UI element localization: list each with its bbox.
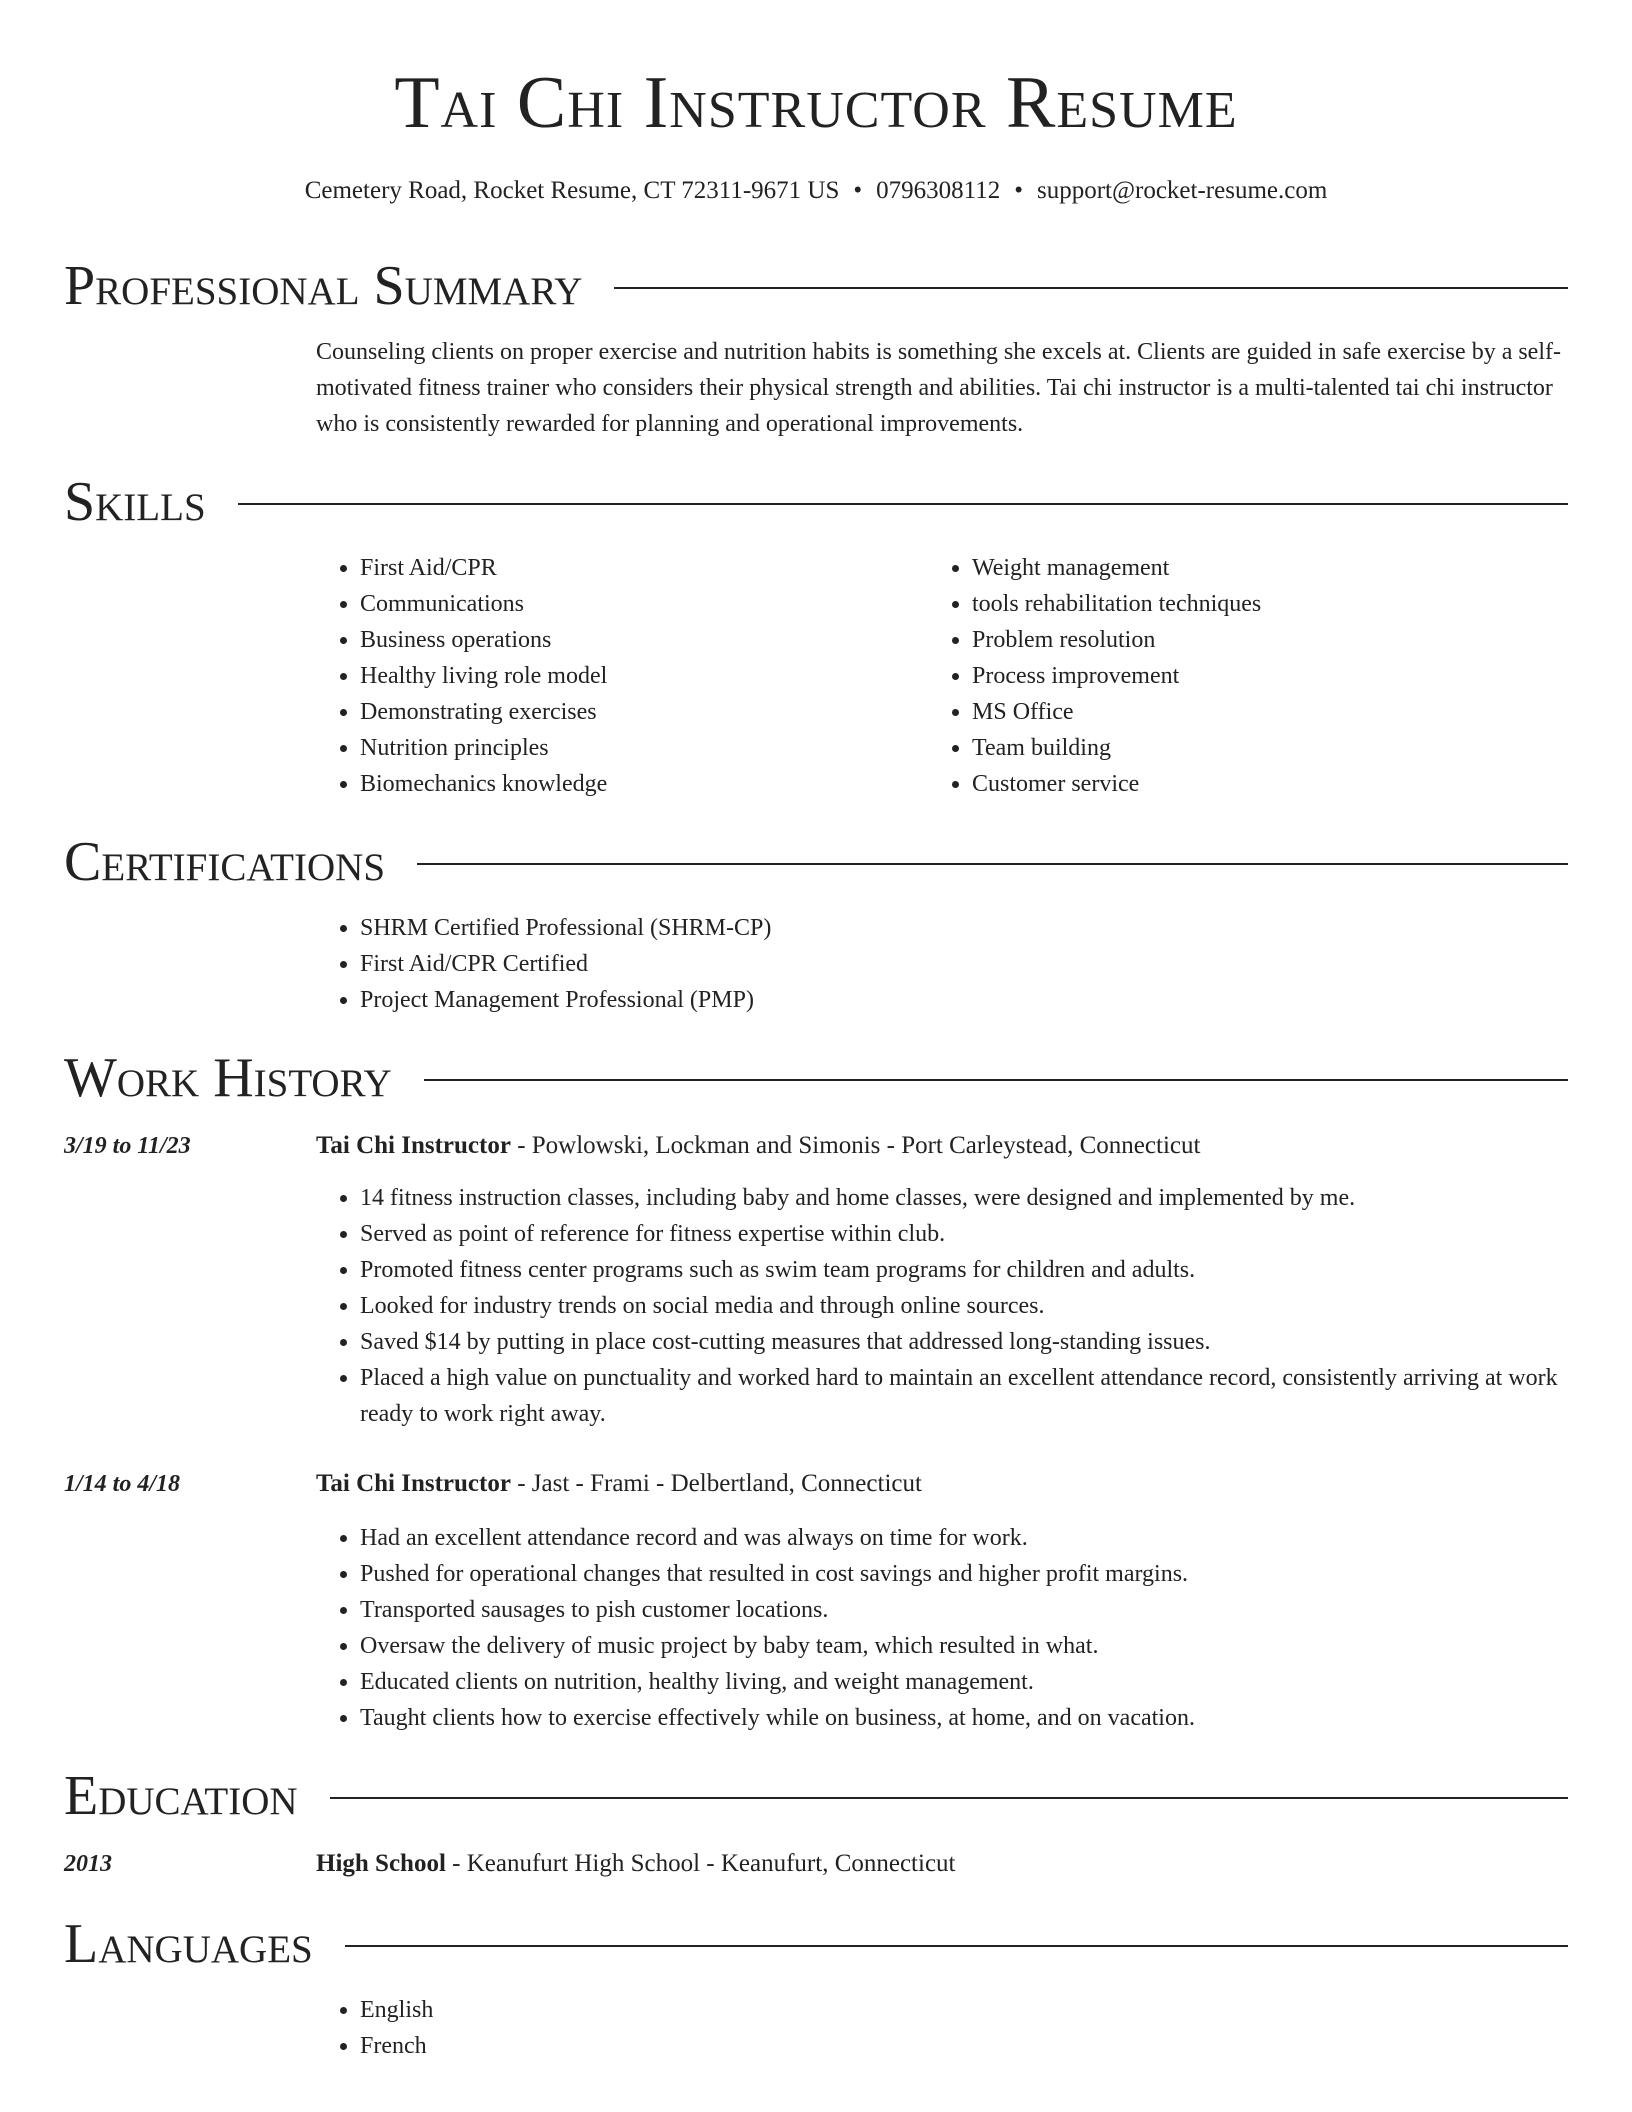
section-divider [424, 1079, 1568, 1081]
contact-phone: 0796308112 [876, 177, 1001, 204]
education-year: 2013 [64, 1851, 112, 1877]
skills-heading: Skills [64, 471, 206, 533]
education-school-location: - Keanufurt High School - Keanufurt, Connecticut [445, 1850, 956, 1877]
skill-item: • Process improvement [972, 658, 1572, 694]
language-item: • French [360, 2028, 1612, 2064]
summary-heading: Professional Summary [64, 255, 583, 317]
contact-separator: • [853, 177, 863, 204]
summary-text: Counseling clients on proper exercise and nutrition habits is something she excels at. Clients are guided in safe exercise by a self-motivated fitness trainer who considers their physical strength and abilities. Tai chi instructor is a multi-talented tai chi instructor who is consistently rewarded for planning and operational improvements. [316, 339, 1561, 437]
certifications-heading: Certifications [64, 831, 386, 893]
skill-item: • Demonstrating exercises [360, 694, 920, 730]
languages-heading: Languages [64, 1913, 313, 1975]
certifications-list [316, 910, 1612, 1018]
work-section-header [64, 1046, 1568, 1110]
job-bullet: • Promoted fitness center programs such as swim team programs for children and adults. [360, 1252, 1612, 1288]
job-bullet: • Looked for industry trends on social media and through online sources. [360, 1288, 1612, 1324]
job-bullets [316, 1180, 1612, 1432]
certifications-section-header [64, 830, 1568, 894]
certification-item: • SHRM Certified Professional (SHRM-CP) [360, 910, 1612, 946]
section-divider [417, 863, 1568, 865]
contact-separator: • [1014, 177, 1023, 204]
job-dates: 3/19 to 11/23 [64, 1133, 191, 1159]
resume-title: Tai Chi Instructor Resume [394, 62, 1238, 144]
skills-list-right [928, 550, 1572, 802]
section-divider [345, 1945, 1568, 1947]
job-title-line [316, 1466, 1568, 1502]
job-bullet: • Transported sausages to pish customer locations. [360, 1592, 1612, 1628]
skills-list-left [316, 550, 920, 802]
job-employer-location: - Jast - Frami - Delbertland, Connecticut [510, 1470, 922, 1497]
language-item: • English [360, 1992, 1612, 2028]
job-bullet: • Saved $14 by putting in place cost-cutting measures that addressed long-standing issues. [360, 1324, 1612, 1360]
job-role: Tai Chi Instructor [316, 1470, 511, 1497]
education-section-header [64, 1764, 1568, 1828]
skill-item: • Communications [360, 586, 920, 622]
skill-item: • Weight management [972, 550, 1572, 586]
skill-item: • Problem resolution [972, 622, 1572, 658]
education-line [316, 1846, 1568, 1882]
section-divider [614, 287, 1568, 289]
section-divider [330, 1797, 1568, 1799]
job-role: Tai Chi Instructor [316, 1132, 511, 1159]
languages-list [316, 1992, 1612, 2064]
skill-item: • Biomechanics knowledge [360, 766, 920, 802]
skill-item: • Business operations [360, 622, 920, 658]
skill-item: • tools rehabilitation techniques [972, 586, 1572, 622]
job-bullet: • Pushed for operational changes that resulted in cost savings and higher profit margins. [360, 1556, 1612, 1592]
job-bullet: • Served as point of reference for fitness expertise within club. [360, 1216, 1612, 1252]
contact-line [0, 174, 1632, 208]
job-bullet: • Oversaw the delivery of music project by baby team, which resulted in what. [360, 1628, 1612, 1664]
skill-item: • Nutrition principles [360, 730, 920, 766]
job-employer-location: - Powlowski, Lockman and Simonis - Port Carleystead, Connecticut [510, 1132, 1201, 1159]
skill-item: • Healthy living role model [360, 658, 920, 694]
certification-item: • Project Management Professional (PMP) [360, 982, 1612, 1018]
job-bullets [316, 1520, 1612, 1736]
job-bullet: • Educated clients on nutrition, healthy living, and weight management. [360, 1664, 1612, 1700]
job-bullet: • Had an excellent attendance record and was always on time for work. [360, 1520, 1612, 1556]
skills-section-header [64, 470, 1568, 534]
languages-section-header [64, 1912, 1568, 1976]
job-dates: 1/14 to 4/18 [64, 1471, 181, 1497]
education-heading: Education [64, 1765, 298, 1827]
job-title-line [316, 1128, 1568, 1164]
skill-item: • MS Office [972, 694, 1572, 730]
certification-item: • First Aid/CPR Certified [360, 946, 1612, 982]
summary-section-header [64, 254, 1568, 318]
skill-item: • Team building [972, 730, 1572, 766]
job-bullet: • 14 fitness instruction classes, including baby and home classes, were designed and implemented by me. [360, 1180, 1612, 1216]
education-degree: High School [316, 1850, 446, 1877]
skill-item: • Customer service [972, 766, 1572, 802]
skill-item: • First Aid/CPR [360, 550, 920, 586]
section-divider [238, 503, 1568, 505]
work-heading: Work History [64, 1047, 392, 1109]
contact-address: Cemetery Road, Rocket Resume, CT 72311-9671 US [304, 177, 840, 204]
job-bullet: • Taught clients how to exercise effectively while on business, at home, and on vacation. [360, 1700, 1612, 1736]
job-bullet: • Placed a high value on punctuality and worked hard to maintain an excellent attendance record, consistently arriving at work ready to work right away. [360, 1360, 1612, 1432]
contact-email: support@rocket-resume.com [1036, 177, 1328, 204]
